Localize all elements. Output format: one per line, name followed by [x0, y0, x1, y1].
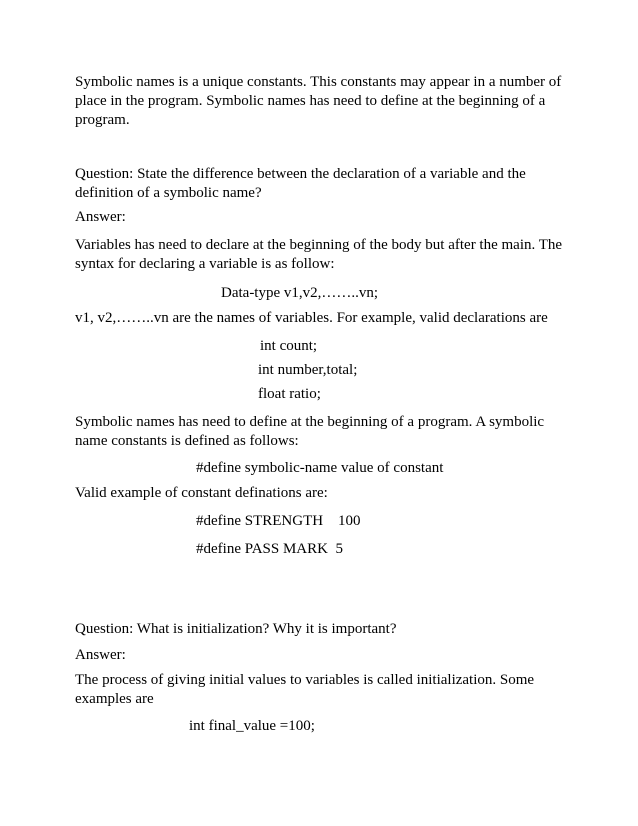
declaration-example-1: int count; — [260, 338, 318, 354]
answer-1-paragraph-2: v1, v2,……..vn are the names of variables. For example, valid declarations are — [75, 310, 548, 326]
answer-label-2: Answer: — [75, 647, 126, 663]
declaration-example-2: int number,total; — [258, 362, 358, 378]
initialization-example: int final_value =100; — [189, 718, 315, 734]
question-2: Question: What is initialization? Why it is important? — [75, 621, 397, 637]
answer-1-paragraph-4: Valid example of constant definations are: — [75, 485, 328, 501]
answer-label-1: Answer: — [75, 209, 126, 225]
answer-1-paragraph-1: Variables has need to declare at the beginning of the body but after the main. The syntax for declaring a variable is as follow: — [75, 237, 563, 272]
define-syntax: #define symbolic-name value of constant — [196, 460, 444, 476]
intro-paragraph: Symbolic names is a unique constants. This constants may appear in a number of place in the program. Symbolic names has need to define at the beginning of a program. — [75, 74, 562, 128]
define-example-1: #define STRENGTH 100 — [196, 513, 361, 529]
answer-1-paragraph-3: Symbolic names has need to define at the beginning of a program. A symbolic name constants is defined as follows: — [75, 414, 545, 449]
question-1: Question: State the difference between the declaration of a variable and the definition of a symbolic name? — [75, 166, 526, 201]
define-example-2: #define PASS MARK 5 — [196, 541, 343, 557]
declaration-example-3: float ratio; — [258, 386, 321, 402]
declaration-syntax: Data-type v1,v2,……..vn; — [221, 285, 379, 301]
answer-2-paragraph-1: The process of giving initial values to variables is called initialization. Some examples are — [75, 672, 535, 707]
